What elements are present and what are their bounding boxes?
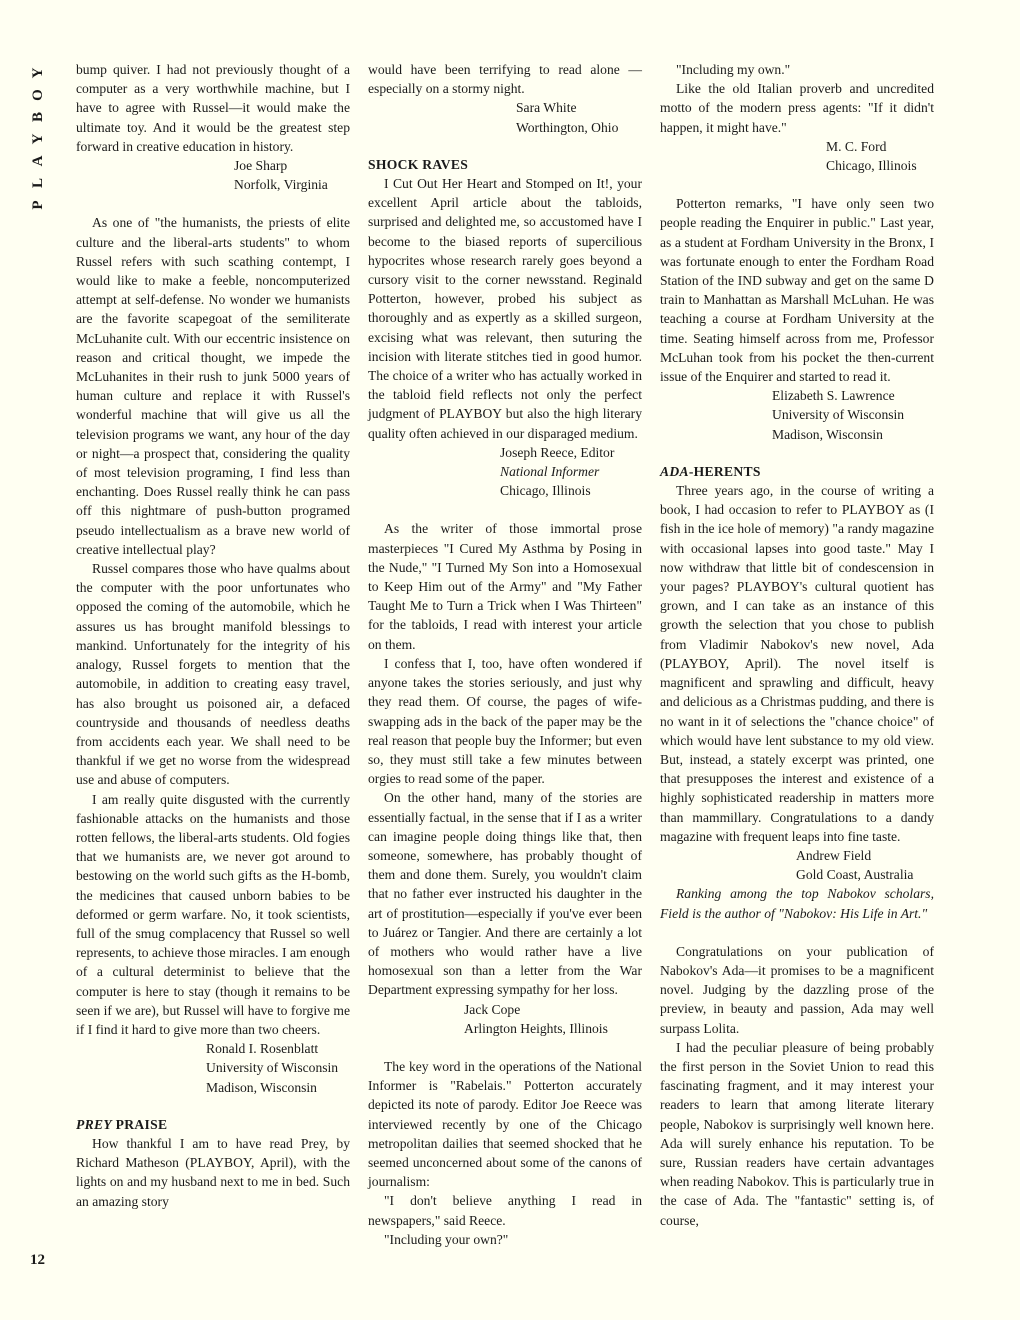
signature-institution: University of Wisconsin bbox=[206, 1060, 339, 1076]
letter-paragraph: Russel compares those who have qualms about the computer with the poor unfortunates who opposed the coming of the automobile, which he assures us has brought manifold blessings to mankind. Unfortunately for the integrity of his analogy, Russel forgets to mention that the automobile, in addition to creating easy travel, has also brought us poisoned air, a defaced countryside and thousands of needless deaths from accidents each year. We shall need to be thankful if we get no worse from the widespread use and abuse of computers. bbox=[76, 561, 350, 788]
brand-text: Y O B Y A L P bbox=[30, 67, 46, 210]
letter-paragraph: "I don't believe anything I read in newspapers," said Reece. bbox=[368, 1193, 642, 1228]
signature-name: Elizabeth S. Lawrence bbox=[772, 388, 895, 404]
letter-paragraph: Three years ago, in the course of writing a book, I had occasion to refer to PLAYBOY as (I fish in the ice hole of memory) "a randy magazine with occasional lapses into good taste." May I now withdraw that little bit of condescension in your pages? PLAYBOY's cultural quotient has grown, and I can take as an instance of this growth the selection that you chose to publish from Vladimir Nabokov's new novel, Ada (PLAYBOY, April). The novel itself is magnificent and sprawling and difficult, heavy and delicious as a Christmas pudding, and there is no want in it of selections the "chance choice" of which would have lent substance to my old view. But, instead, a stately excerpt was printed, one that presupposes the interest and existence of a highly sophisticated readership in matters more than mammillary. Congratulations to a dandy magazine with frequent leaps into fine taste. bbox=[660, 483, 934, 844]
letter-paragraph: On the other hand, many of the stories are essentially factual, in the sense that if I as a writer can imagine people doing things like that, then someone, somewhere, has probably thought of them and done them. Surely, you wouldn't claim that no father ever instructed his daughter in the art of prostitution—especially if you've ever been to Juárez or Tangier. And there are certainly a lot of mothers who would rather have a live homosexual son than a letter from the War Department expressing sympathy for her loss. bbox=[368, 790, 642, 998]
signature-name: Jack Cope bbox=[464, 1001, 521, 1017]
letter-paragraph: I confess that I, too, have often wondered if anyone takes the stories seriously, and just why they read them. Of course, the pages of wife-swapping ads in the back of the paper may be the real reason that people buy the Informer; but even so, they must still take a few minutes between orgies to read some of the paper. bbox=[368, 655, 642, 787]
letter-paragraph: Congratulations on your publication of Nabokov's Ada—it promises to be a magnificent novel. Judging by the dazzling prose of the preview, in beauty and passion, Ada may well surpass Lolita. bbox=[660, 943, 934, 1036]
letter-paragraph: Like the old Italian proverb and uncredited motto of the modern press agents: "If it didn't happen, it might have." bbox=[660, 81, 934, 135]
signature-name: Sara White bbox=[516, 100, 577, 116]
column-3 bbox=[660, 60, 934, 1230]
letter-paragraph: As the writer of those immortal prose masterpieces "I Cured My Asthma by Posing in the Nude," "I Turned My Son into a Homosexual to Keep Him out of the Army" and "My Father Taught Me to Turn a Trick when I Was Thirteen" for the tabloids, I read with interest your article on them. bbox=[368, 521, 642, 652]
letter-paragraph: I am really quite disgusted with the currently fashionable attacks on the humanists and those rotten fellows, the liberal-arts students. Old fogies that we humanists are, we never got around to bestowing on the world such gifts as the H-bomb, the medicines that caused unborn babies to be deformed or germ warfare. No, it took scientists, full of the smug complacency that Russel so well represents, to achieve those miracles. I am enough of a cultural determinist to believe that the computer is here to stay (though it remains to be seen if we are), but Russel will have to forgive me if I find it hard to give more than two cheers. bbox=[76, 791, 350, 1037]
magazine-brand-vertical bbox=[28, 62, 48, 216]
letter-paragraph: "Including your own?" bbox=[384, 1231, 509, 1247]
letter-paragraph: bump quiver. I had not previously thought of a computer as a very worthwhile machine, but I have to agree with Russel—it would make the ultimate toy. And it would be the greatest step forward in creative education in history. bbox=[76, 62, 350, 154]
letter-paragraph: The key word in the operations of the National Informer is "Rabelais." Potterton accurately depicted its note of parody. Editor Joe Reece was interviewed recently by one of the Chicago metropolitan dailies that seemed shocked that he seemed unconcerned about some of the canons of journalism: bbox=[368, 1058, 642, 1190]
letter-paragraph: As one of "the humanists, the priests of elite culture and the liberal-arts students" to whom Russel refers with such scathing contempt, I would like to make a feeble, noncomputerized attempt at self-defense. No wonder we humanists are the favorite scapegoat of the semiliterate McLuhanite cult. With our eccentric insistence on reason and critical thought, we impede the McLuhanites in their rush to junk 5000 years of human culture and replace it with Russel's wonderful machine that will give us all the television programs we want, any hour of the day or night—a prospect that, considering the quality of most television programing, I find less than enchanting. Does Russel really think he can pass off this nightmare of push-button programed pseudo intellectualism as a brave new world of creative intellectual play? bbox=[76, 215, 350, 557]
signature-place: Norfolk, Virginia bbox=[234, 177, 328, 193]
page-number: 12 bbox=[30, 1252, 45, 1268]
signature-name: Andrew Field bbox=[796, 847, 872, 863]
letter-paragraph: I had the peculiar pleasure of being probably the first person in the Soviet Union to read this fascinating fragment, and it may interest your readers to learn that among literate literary people, Nabokov is surprisingly well known here. Ada will surely enhance his reputation. To be sure, Russian readers have certain advantages when reading Nabokov. This is particularly true in the case of Ada. The "fantastic" setting is, of course, bbox=[660, 1039, 934, 1228]
letter-paragraph: I Cut Out Her Heart and Stomped on It!, your excellent April article about the tabloids, surprised and delighted me, so accustomed have I become to the biased reports of supercilious hypocrites whose research rarely goes beyond a cursory visit to the corner newsstand. Reginald Potterton, however, probed his subject as thoroughly and as expertly as a skilled surgeon, excising what was relevant, then suturing the incision with literate stitches tied in good humor. The choice of a writer who has actually worked in the tabloid field reflects not only the perfect judgment of PLAYBOY but also the high literary quality often achieved in our disparaged medium. bbox=[368, 176, 642, 441]
signature-name: Ronald I. Rosenblatt bbox=[206, 1041, 319, 1057]
signature-name: Joe Sharp bbox=[234, 158, 288, 174]
column-2 bbox=[368, 60, 642, 1249]
section-heading: ADA-HERENTS bbox=[660, 463, 761, 479]
signature-place: Chicago, Illinois bbox=[500, 483, 591, 499]
signature-publication: National Informer bbox=[500, 464, 600, 480]
column-1 bbox=[76, 60, 350, 1211]
letter-paragraph: would have been terrifying to read alone —especially on a stormy night. bbox=[368, 62, 642, 97]
section-heading: PREY PRAISE bbox=[76, 1116, 168, 1132]
signature-place: Arlington Heights, Illinois bbox=[464, 1020, 608, 1036]
letter-paragraph: Potterton remarks, "I have only seen two people reading the Enquirer in public." Last year, as a student at Fordham University in the Bronx, I was fortunate enough to enter the Fordham Road Station of the IND subway and get on the same D train to Manhattan as Marshall McLuhan. He was teaching a course at Fordham University at the time. Seating himself across from me, Professor McLuhan took from his pocket the then-current issue of the Enquirer and started to read it. bbox=[660, 196, 934, 385]
signature-name: M. C. Ford bbox=[826, 138, 887, 154]
signature-place: Gold Coast, Australia bbox=[796, 867, 914, 883]
signature-name: Joseph Reece, Editor bbox=[500, 444, 615, 460]
signature-place: Worthington, Ohio bbox=[516, 119, 619, 135]
letter-paragraph: How thankful I am to have read Prey, by Richard Matheson (PLAYBOY, April), with the lights on and my husband next to me in bed. Such an amazing story bbox=[76, 1135, 350, 1209]
signature-place: Madison, Wisconsin bbox=[772, 426, 883, 442]
signature-place: Chicago, Illinois bbox=[826, 158, 917, 174]
signature-place: Madison, Wisconsin bbox=[206, 1079, 317, 1095]
signature-institution: University of Wisconsin bbox=[772, 407, 905, 423]
editor-note: Ranking among the top Nabokov scholars, Field is the author of "Nabokov: His Life in Art." bbox=[660, 886, 934, 921]
section-heading: SHOCK RAVES bbox=[368, 156, 469, 172]
letter-paragraph: "Including my own." bbox=[676, 62, 791, 77]
